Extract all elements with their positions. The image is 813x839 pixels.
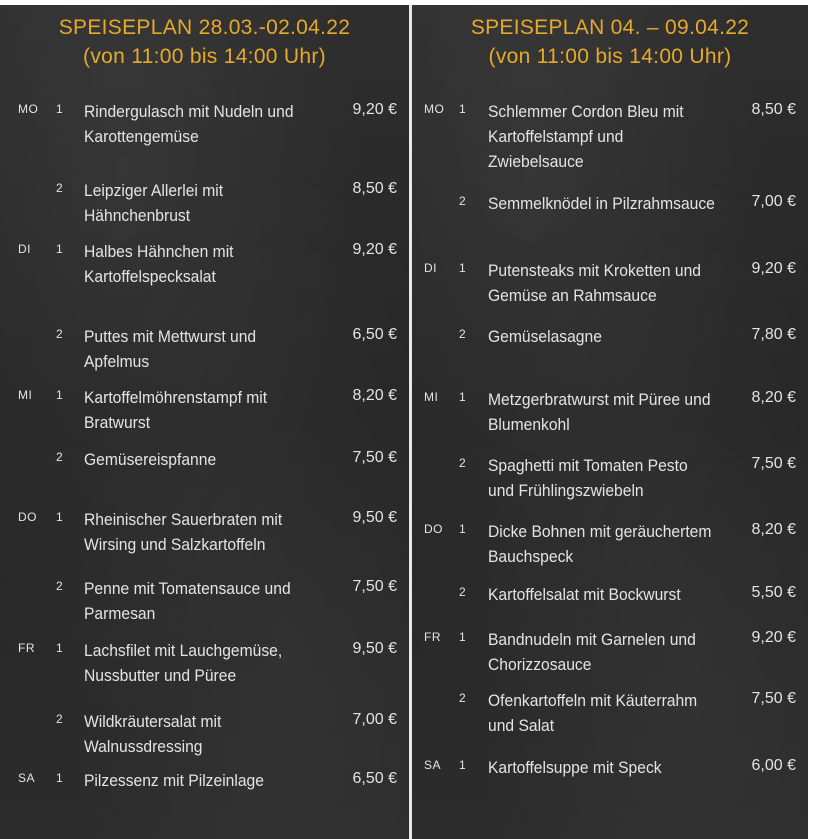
menu-title-hours: (von 11:00 bis 14:00 Uhr) (83, 45, 326, 68)
dish-number: 1 (56, 242, 63, 256)
dish-name: Rindergulasch mit Nudeln und Karottengemüse (84, 102, 294, 146)
dish-price: 7,00 € (751, 193, 796, 210)
dish-number: 1 (56, 771, 63, 785)
dish-number: 2 (56, 450, 63, 464)
day-label: MO (424, 102, 445, 116)
dish-number: 1 (56, 510, 63, 524)
menu-title-hours: (von 11:00 bis 14:00 Uhr) (488, 45, 732, 68)
dish-price: 5,50 € (751, 584, 796, 601)
dish-price: 9,50 € (352, 509, 397, 526)
day-label: FR (424, 630, 441, 644)
menu-title-right (412, 13, 808, 71)
dish-price: 8,50 € (751, 101, 796, 118)
dish-price: 7,80 € (751, 326, 796, 343)
dish-price: 7,50 € (352, 578, 397, 595)
day-label: MO (18, 102, 39, 116)
day-label: SA (424, 758, 442, 772)
dish-name: Pilzessenz mit Pilzeinlage (84, 771, 264, 790)
dish-name: Puttes mit Mettwurst und Apfelmus (84, 327, 257, 371)
dish-price: 6,50 € (352, 326, 397, 343)
dish-price: 7,50 € (751, 690, 796, 707)
dish-name: Rheinischer Sauerbraten mit Wirsing und Salzkartoffeln (84, 510, 283, 554)
dish-name: Metzgerbratwurst mit Püree und Blumenkohl (488, 390, 711, 434)
dish-price: 9,20 € (352, 101, 397, 118)
dish-name: Lachsfilet mit Lauchgemüse, Nussbutter und Püree (84, 641, 283, 685)
menu-title-dates: SPEISEPLAN 28.03.-02.04.22 (58, 16, 351, 39)
dish-name: Kartoffelmöhrenstampf mit Bratwurst (84, 388, 268, 432)
dish-name: Semmelknödel in Pilzrahmsauce (488, 194, 715, 213)
dish-name: Schlemmer Cordon Bleu mit Kartoffelstampf und Zwiebelsauce (488, 102, 684, 171)
dish-name: Leipziger Allerlei mit Hähnchenbrust (84, 181, 224, 225)
dish-price: 8,20 € (751, 389, 796, 406)
dish-price: 8,20 € (751, 521, 796, 538)
dish-number: 2 (56, 579, 63, 593)
dish-price: 9,20 € (751, 260, 796, 277)
day-label: DI (18, 242, 31, 256)
menu-board-left (0, 5, 409, 839)
day-label: MI (424, 390, 439, 404)
dish-price: 8,50 € (352, 180, 397, 197)
dish-number: 1 (459, 522, 466, 536)
dish-number: 1 (459, 630, 466, 644)
dish-number: 2 (56, 712, 63, 726)
dish-name: Gemüsereispfanne (84, 450, 217, 469)
dish-price: 9,20 € (751, 629, 796, 646)
menu-title-left (0, 13, 409, 71)
dish-number: 2 (459, 194, 466, 208)
dish-name: Kartoffelsalat mit Bockwurst (488, 585, 681, 604)
dish-number: 1 (459, 102, 466, 116)
dish-number: 1 (56, 641, 63, 655)
dish-number: 1 (459, 758, 466, 772)
dish-number: 2 (56, 181, 63, 195)
dish-name: Bandnudeln mit Garnelen und Chorizzosauce (488, 630, 696, 674)
dish-price: 7,50 € (751, 455, 796, 472)
dish-name: Halbes Hähnchen mit Kartoffelspecksalat (84, 242, 234, 286)
dish-name: Penne mit Tomatensauce und Parmesan (84, 579, 291, 623)
day-label: FR (18, 641, 35, 655)
dish-price: 9,50 € (352, 640, 397, 657)
dish-name: Putensteaks mit Kroketten und Gemüse an Rahmsauce (488, 261, 702, 305)
dish-name: Dicke Bohnen mit geräuchertem Bauchspeck (488, 522, 712, 566)
dish-number: 1 (56, 102, 63, 116)
dish-number: 2 (459, 691, 466, 705)
dish-price: 6,00 € (751, 757, 796, 774)
dish-price: 9,20 € (352, 241, 397, 258)
dish-number: 2 (56, 327, 63, 341)
dish-number: 2 (459, 585, 466, 599)
dish-number: 1 (56, 388, 63, 402)
dish-price: 6,50 € (352, 770, 397, 787)
day-label: MI (18, 388, 33, 402)
dish-name: Ofenkartoffeln mit Käuterrahm und Salat (488, 691, 698, 735)
day-label: DI (424, 261, 437, 275)
dish-name: Kartoffelsuppe mit Speck (488, 758, 662, 777)
day-label: SA (18, 771, 36, 785)
dish-number: 2 (459, 327, 466, 341)
dish-price: 7,50 € (352, 449, 397, 466)
dish-number: 1 (459, 261, 466, 275)
day-label: DO (424, 522, 443, 536)
menu-board-right (412, 5, 808, 839)
dish-number: 2 (459, 456, 466, 470)
dish-name: Gemüselasagne (488, 327, 602, 346)
dish-price: 7,00 € (352, 711, 397, 728)
dish-name: Wildkräutersalat mit Walnussdressing (84, 712, 222, 756)
dish-name: Spaghetti mit Tomaten Pesto und Frühlingszwiebeln (488, 456, 688, 500)
dish-price: 8,20 € (352, 387, 397, 404)
day-label: DO (18, 510, 37, 524)
dish-number: 1 (459, 390, 466, 404)
menu-title-dates: SPEISEPLAN 04. – 09.04.22 (470, 16, 750, 39)
